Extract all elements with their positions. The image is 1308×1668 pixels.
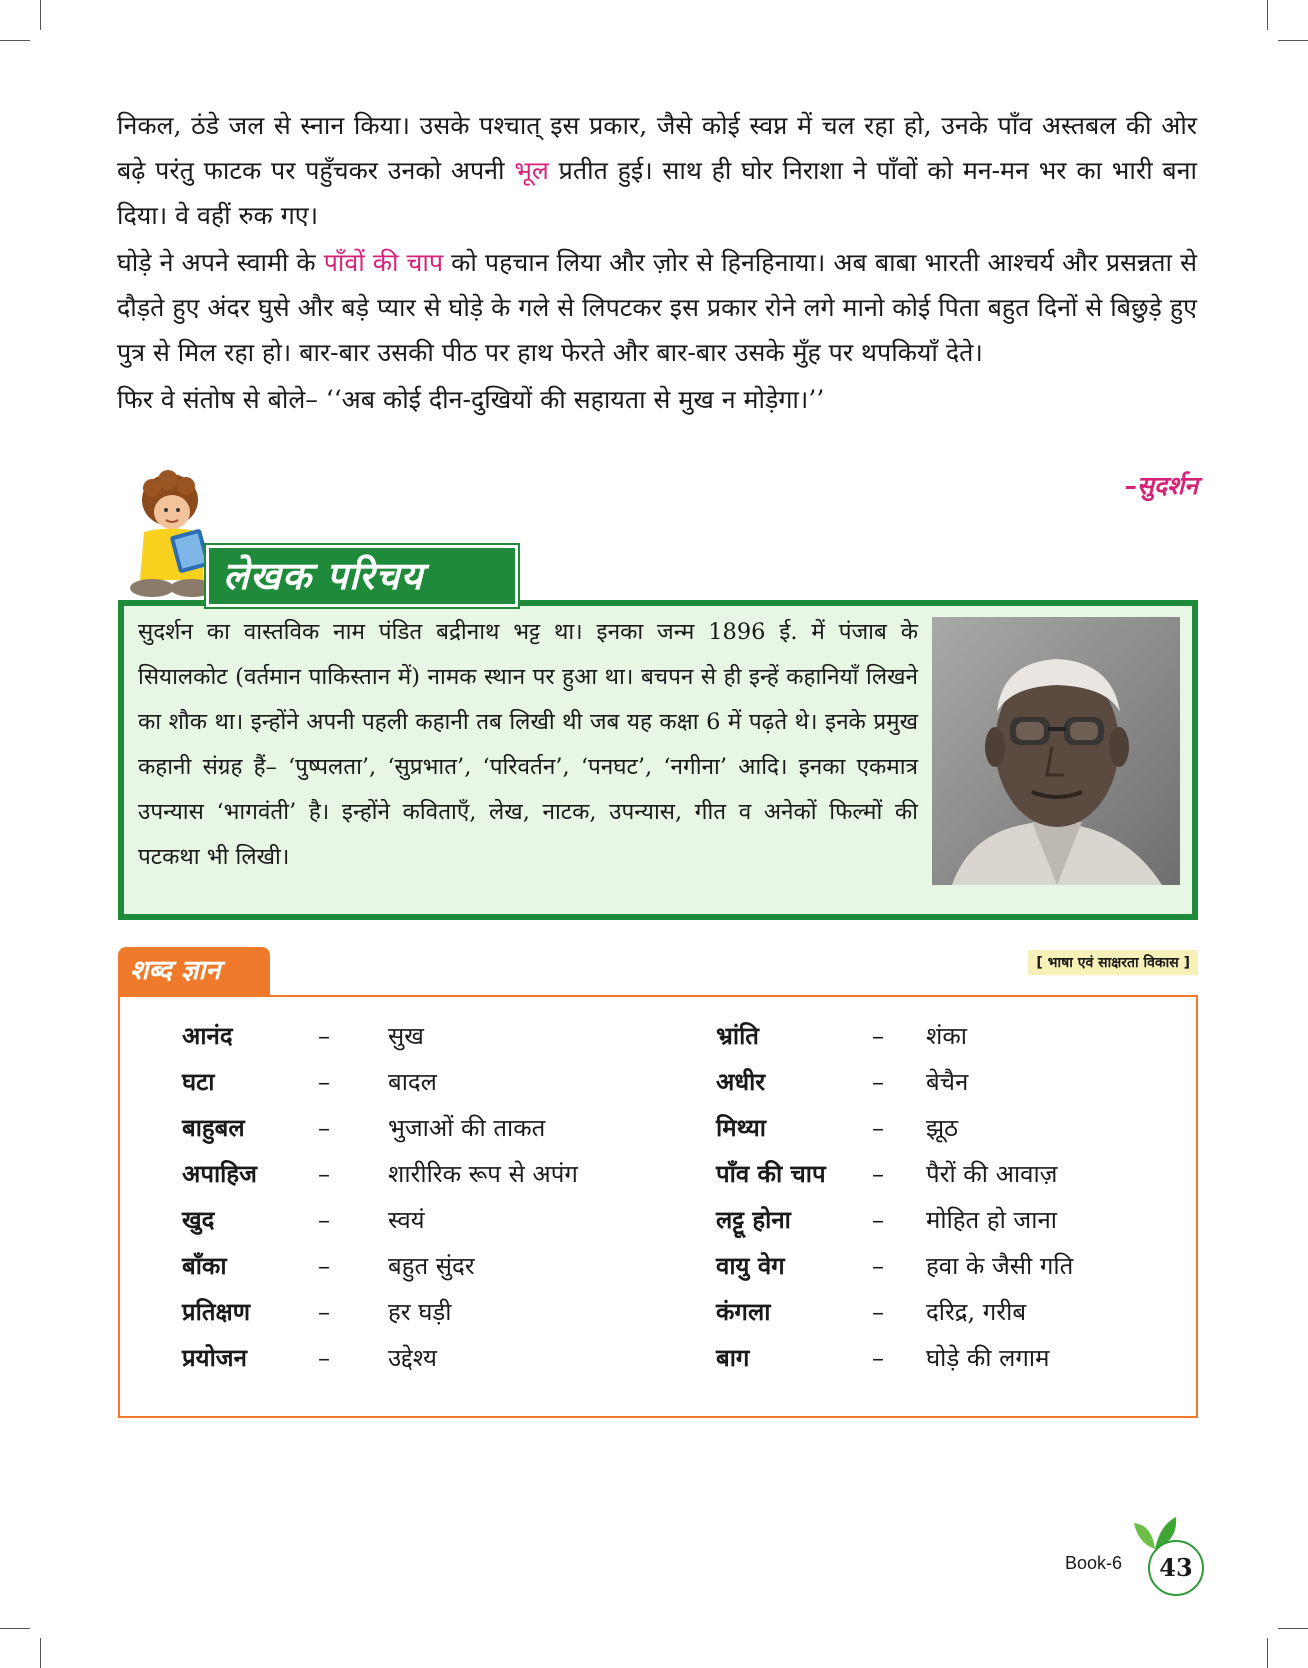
vocab-meaning: झूठ [926, 1114, 959, 1142]
word-knowledge-heading: शब्द ज्ञान [130, 955, 221, 986]
vocab-row [182, 1246, 682, 1286]
vocab-row [182, 1292, 682, 1332]
crop-mark [1267, 1638, 1268, 1668]
vocab-row [182, 1154, 682, 1194]
vocab-meaning: मोहित हो जाना [926, 1206, 1057, 1234]
vocab-meaning: हर घड़ी [388, 1298, 452, 1326]
vocab-meaning: हवा के जैसी गति [926, 1252, 1074, 1280]
vocab-row [716, 1062, 1176, 1102]
vocab-word: अपाहिज [182, 1159, 257, 1188]
crop-mark [40, 0, 41, 30]
story-paragraph-2 [117, 240, 1197, 375]
vocab-row [716, 1338, 1176, 1378]
author-portrait-photo [932, 617, 1180, 885]
vocab-row [182, 1338, 682, 1378]
story-text-span: निकल, ठंडे जल से स्नान किया। उसके पश्चात् इस प्रकार, जैसे कोई स्वप्न में चल रहा हो, उनके पाँव अस्तबल की ओर बढ़े परंतु फाटक पर पहुँचकर उनको अपनी [117, 111, 1197, 185]
story-text-span: प्रतीत हुई। साथ ही घोर निराशा ने पाँवों को मन-मन भर का भारी बना दिया। वे वहीं रुक गए। [117, 156, 1197, 230]
story-paragraph-3: फिर वे संतोष से बोले– ‘‘अब कोई दीन-दुखियों की सहायता से मुख न मोड़ेगा।’’ [117, 385, 825, 414]
vocab-dash: – [872, 1344, 884, 1372]
vocab-meaning: पैरों की आवाज़ [926, 1160, 1058, 1188]
vocab-meaning: स्वयं [388, 1206, 425, 1234]
crop-mark [40, 1638, 41, 1668]
vocab-row [716, 1154, 1176, 1194]
vocab-meaning: शारीरिक रूप से अपंग [388, 1160, 578, 1188]
vocab-dash: – [872, 1298, 884, 1326]
crop-mark [0, 40, 30, 41]
vocab-dash: – [318, 1252, 330, 1280]
vocab-word: पाँव की चाप [716, 1159, 826, 1188]
vocab-meaning: बहुत सुंदर [388, 1252, 475, 1280]
vocab-row [182, 1200, 682, 1240]
author-signature: –सुदर्शन [1124, 471, 1198, 500]
vocab-word: मिथ्या [716, 1113, 766, 1142]
vocab-dash: – [872, 1068, 884, 1096]
vocab-word: वायु वेग [716, 1251, 785, 1280]
vocab-word: बाँका [182, 1251, 227, 1280]
vocab-word: भ्रांति [716, 1021, 759, 1050]
author-intro-heading-banner [206, 545, 518, 607]
skill-label: [ भाषा एवं साक्षरता विकास ] [1028, 950, 1198, 975]
vocab-row [716, 1292, 1176, 1332]
vocab-dash: – [872, 1022, 884, 1050]
crop-mark [1278, 40, 1308, 41]
highlight-paanv-ki-chaap: पाँवों की चाप [323, 248, 444, 277]
vocab-dash: – [318, 1160, 330, 1188]
vocab-word: आनंद [182, 1021, 233, 1050]
vocab-dash: – [318, 1206, 330, 1234]
crop-mark [0, 1628, 30, 1629]
crop-mark [1278, 1628, 1308, 1629]
author-intro-heading: लेखक परिचय [223, 554, 424, 598]
vocab-row [716, 1016, 1176, 1056]
vocab-meaning: भुजाओं की ताकत [388, 1114, 546, 1142]
vocab-row [716, 1200, 1176, 1240]
vocab-meaning: शंका [926, 1022, 967, 1050]
vocab-row [716, 1246, 1176, 1286]
book-number: Book-6 [1065, 1553, 1123, 1573]
vocab-word: घटा [182, 1067, 215, 1096]
vocab-dash: – [318, 1298, 330, 1326]
vocab-word: प्रयोजन [182, 1343, 247, 1372]
vocab-meaning: सुख [388, 1022, 424, 1050]
highlight-bhool: भूल [514, 156, 549, 185]
story-text-span: घोड़े ने अपने स्वामी के [117, 248, 324, 277]
vocab-word: कंगला [716, 1297, 771, 1326]
child-reading-book-illustration [122, 470, 217, 600]
vocab-meaning: दरिद्र, गरीब [926, 1298, 1027, 1326]
story-text [117, 103, 1197, 424]
vocab-meaning: बेचैन [926, 1068, 969, 1096]
vocab-dash: – [872, 1206, 884, 1234]
vocab-dash: – [872, 1114, 884, 1142]
vocab-row [182, 1108, 682, 1148]
vocab-dash: – [318, 1344, 330, 1372]
vocab-word: बाग [716, 1343, 750, 1372]
vocab-word: अधीर [716, 1067, 766, 1096]
author-intro-text: सुदर्शन का वास्तविक नाम पंडित बद्रीनाथ भट्ट था। इनका जन्म 1896 ई. में पंजाब के सियालकोट (वर्तमान पाकिस्तान में) नामक स्थान पर हुआ था। बचपन से ही इन्हें कहानियाँ लिखने का शौक था। इन्होंने अपनी पहली कहानी तब लिखी थी जब यह कक्षा 6 में पढ़ते थे। इनके प्रमुख कहानी संग्रह हैं– ‘पुष्पलता’, ‘सुप्रभात’, ‘परिवर्तन’, ‘पनघट’, ‘नगीना’ आदि। इनका एकमात्र उपन्यास ‘भागवंती’ है। इन्होंने कविताएँ, लेख, नाटक, उपन्यास, गीत व अनेकों फिल्मों की पटकथा भी लिखी। [138, 619, 918, 870]
story-paragraph-1 [117, 103, 1197, 238]
vocab-word: खुद [182, 1205, 215, 1234]
story-text-span: को पहचान लिया और ज़ोर से हिनहिनाया। अब बाबा भारती आश्चर्य और प्रसन्नता से दौड़ते हुए अंदर घुसे और बड़े प्यार से घोड़े के गले से लिपटकर इस प्रकार रोने लगे मानो कोई पिता बहुत दिनों से बिछुड़े हुए पुत्र से मिल रहा हो। बार-बार उसकी पीठ पर हाथ फेरते और बार-बार उसके मुँह पर थपकियाँ देते। [117, 248, 1197, 367]
vocab-dash: – [318, 1022, 330, 1050]
word-knowledge-tab [118, 947, 270, 995]
vocab-meaning: बादल [388, 1068, 437, 1096]
vocab-word: प्रतिक्षण [182, 1297, 251, 1326]
vocab-row [182, 1062, 682, 1102]
vocab-meaning: उद्देश्य [388, 1344, 437, 1372]
vocab-dash: – [872, 1252, 884, 1280]
vocab-dash: – [318, 1068, 330, 1096]
vocab-word: बाहुबल [182, 1113, 245, 1142]
crop-mark [1267, 0, 1268, 30]
vocab-meaning: घोड़े की लगाम [926, 1344, 1050, 1372]
vocab-row [182, 1016, 682, 1056]
page-number: 43 [1148, 1540, 1204, 1596]
vocab-dash: – [318, 1114, 330, 1142]
vocab-word: लट्टू होना [716, 1205, 791, 1234]
vocab-dash: – [872, 1160, 884, 1188]
vocab-row [716, 1108, 1176, 1148]
